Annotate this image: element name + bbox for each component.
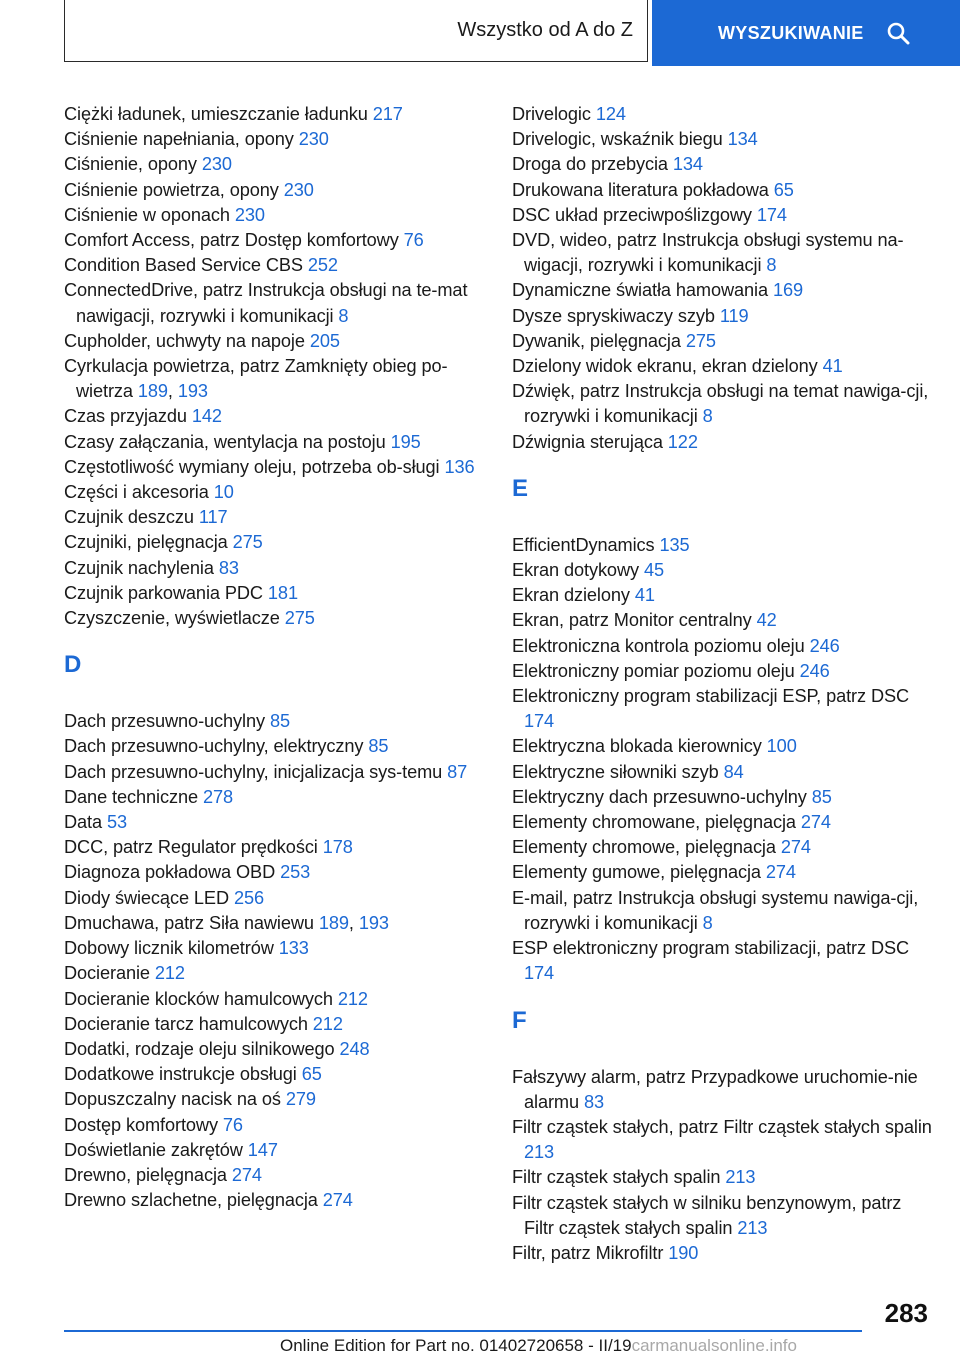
page-reference-link[interactable]: 100 xyxy=(766,736,797,757)
index-entry-text: ESP elektroniczny program stabilizacji, patrz DSC xyxy=(512,938,910,959)
index-entry xyxy=(64,404,504,429)
index-entry xyxy=(512,354,932,379)
page-reference-link[interactable]: 274 xyxy=(322,1190,353,1211)
index-entry-text: Droga do przebycia xyxy=(512,154,673,175)
index-entry xyxy=(64,581,504,606)
index-entry-text: Czujnik parkowania PDC xyxy=(64,582,268,603)
index-entry-text: Ciśnienie powietrza, opony xyxy=(64,179,284,200)
index-entry xyxy=(512,304,932,329)
page-reference-link[interactable]: 248 xyxy=(339,1038,370,1059)
page-reference-link[interactable]: 169 xyxy=(772,280,803,301)
index-entry-text: Elektryczny dach przesuwno-uchylny xyxy=(512,786,812,807)
page-reference-link[interactable]: 45 xyxy=(643,560,664,581)
index-entry xyxy=(64,1163,504,1188)
index-entry-text: Ciśnienie napełniania, opony xyxy=(64,129,299,150)
index-entry xyxy=(512,835,932,860)
page-reference-link[interactable]: 133 xyxy=(278,938,309,959)
index-entry xyxy=(64,785,504,810)
index-entry-text: EfficientDynamics xyxy=(512,534,660,555)
page-reference-link[interactable]: 85 xyxy=(368,736,389,757)
page-reference-link[interactable]: 8 xyxy=(702,406,713,427)
page-reference-link[interactable]: 134 xyxy=(672,154,703,175)
page-reference-link[interactable]: 87 xyxy=(447,761,468,782)
index-entry-text: Docieranie xyxy=(64,963,155,984)
index-column-left xyxy=(64,102,504,1213)
index-entry-text: Condition Based Service CBS xyxy=(64,255,308,276)
index-entry-text: Dostęp komfortowy xyxy=(64,1114,223,1135)
index-entry xyxy=(512,760,932,785)
index-entry-text: Dopuszczalny nacisk na oś xyxy=(64,1089,286,1110)
index-entry xyxy=(512,810,932,835)
index-entry-text: Data xyxy=(64,812,107,833)
page-reference-link[interactable]: 193 xyxy=(177,381,208,402)
page-reference-link[interactable]: 275 xyxy=(284,608,315,629)
index-entry-text: Czas przyjazdu xyxy=(64,406,192,427)
index-entry-text: Czasy załączania, wentylacja na postoju xyxy=(64,431,391,452)
page-reference-link[interactable]: 147 xyxy=(247,1139,278,1160)
index-entry xyxy=(64,1037,504,1062)
index-entry xyxy=(512,886,932,936)
page-reference-link[interactable]: 230 xyxy=(298,129,329,150)
index-entry xyxy=(64,253,504,278)
index-entry xyxy=(512,430,932,455)
index-entry xyxy=(512,684,932,734)
page-reference-link[interactable]: 83 xyxy=(218,557,239,578)
index-entry xyxy=(512,379,932,429)
index-entry-text: Filtr cząstek stałych spalin xyxy=(512,1167,726,1188)
index-entry xyxy=(512,936,932,986)
page-reference-link[interactable]: 230 xyxy=(234,204,265,225)
index-entry-text: Częstotliwość wymiany oleju, potrzeba ob‐sługi xyxy=(64,456,445,477)
index-entry xyxy=(64,1012,504,1037)
index-entry-text: Elementy chromowe, pielęgnacja xyxy=(512,837,781,858)
index-entry-text: Diody świecące LED xyxy=(64,887,234,908)
page-reference-link[interactable]: 181 xyxy=(267,582,298,603)
index-entry-text: Drivelogic xyxy=(512,104,596,124)
page-reference-link[interactable]: 174 xyxy=(524,963,555,984)
index-entry xyxy=(64,152,504,177)
index-entry xyxy=(512,1115,932,1165)
index-entry-text: Drewno, pielęgnacja xyxy=(64,1164,232,1185)
page-reference-link[interactable]: 85 xyxy=(269,711,290,732)
page-reference-link[interactable]: 189 xyxy=(318,912,349,933)
index-entry-text: Dźwięk, patrz Instrukcja obsługi na temat nawiga‐cji, rozrywki i komunikacji xyxy=(512,381,929,427)
index-entry xyxy=(64,127,504,152)
index-entry xyxy=(64,911,504,936)
index-entry xyxy=(512,278,932,303)
index-entry-text: DVD, wideo, patrz Instrukcja obsługi systemu na‐wigacji, rozrywki i komunikacji xyxy=(512,230,904,276)
index-entry xyxy=(512,1065,932,1115)
index-entry-text: Czujnik deszczu xyxy=(64,507,199,528)
page-reference-link[interactable]: 76 xyxy=(222,1114,243,1135)
page-reference-link[interactable]: 212 xyxy=(154,963,185,984)
index-entry-text: Czyszczenie, wyświetlacze xyxy=(64,608,285,629)
index-entry-text: Dane techniczne xyxy=(64,786,203,807)
page-reference-link[interactable]: 134 xyxy=(727,129,758,150)
index-entry xyxy=(64,354,504,404)
index-entry xyxy=(64,860,504,885)
page-reference-link[interactable]: 213 xyxy=(524,1142,555,1163)
index-entry-text: Cupholder, uchwyty na napoje xyxy=(64,330,310,351)
index-entry-text: Elektroniczny pomiar poziomu oleju xyxy=(512,660,800,681)
index-entry xyxy=(64,936,504,961)
index-entry xyxy=(512,102,932,127)
index-entry-text: Czujniki, pielęgnacja xyxy=(64,532,233,553)
index-letter-heading: D xyxy=(64,651,82,679)
index-entry xyxy=(64,961,504,986)
page-reference-link[interactable]: 53 xyxy=(106,812,128,833)
index-entry-text: Elektroniczna kontrola poziomu oleju xyxy=(512,635,810,656)
page-reference-link[interactable]: 205 xyxy=(309,330,340,351)
footer-edition: Online Edition for Part no. 01402720658 - II/19 xyxy=(280,1336,632,1355)
index-entry xyxy=(64,1062,504,1087)
page-reference-link[interactable]: 117 xyxy=(198,507,228,528)
index-entry-text: Dysze spryskiwaczy szyb xyxy=(512,305,720,326)
page-reference-link[interactable]: 213 xyxy=(737,1217,768,1238)
index-entry xyxy=(64,178,504,203)
page-reference-link[interactable]: 10 xyxy=(213,482,234,503)
index-entry xyxy=(64,1188,504,1213)
index-entry xyxy=(64,480,504,505)
index-entry xyxy=(512,178,932,203)
index-entry xyxy=(512,228,932,278)
page-reference-link[interactable]: 42 xyxy=(756,610,777,631)
index-entry-text: Ekran dzielony xyxy=(512,585,635,606)
page-reference-link[interactable]: 142 xyxy=(191,406,222,427)
index-letter-heading: E xyxy=(512,474,529,502)
index-entry xyxy=(64,102,504,127)
tab-a-to-z[interactable] xyxy=(64,0,648,62)
index-entry-text: Elektroniczny program stabilizacji ESP, patrz DSC xyxy=(512,686,910,707)
index-column-right xyxy=(512,102,932,1266)
index-entry-text: E-mail, patrz Instrukcja obsługi systemu nawiga‐cji, rozrywki i komunikacji xyxy=(512,887,919,933)
footer-brand-watermark: carmanualsonline.info xyxy=(631,1336,797,1355)
index-entry xyxy=(512,659,932,684)
index-entry xyxy=(64,278,504,328)
index-entry xyxy=(64,505,504,530)
index-entry xyxy=(512,860,932,885)
index-entry xyxy=(64,734,504,759)
page-reference-link[interactable]: 274 xyxy=(780,837,811,858)
index-entry-text: Fałszywy alarm, patrz Przypadkowe uruchomie‐nie alarmu xyxy=(512,1066,918,1112)
footer-divider xyxy=(64,1330,862,1332)
index-entry-text: Drewno szlachetne, pielęgnacja xyxy=(64,1190,323,1211)
index-entry-text: Dźwignia sterująca xyxy=(512,431,668,452)
page-reference-link[interactable]: 189 xyxy=(137,381,168,402)
index-entry xyxy=(64,886,504,911)
index-entry xyxy=(64,455,504,480)
page-reference-link[interactable]: 41 xyxy=(822,356,843,377)
page-reference-link[interactable]: 174 xyxy=(524,711,555,732)
index-entry xyxy=(512,203,932,228)
index-entry-text: Docieranie klocków hamulcowych xyxy=(64,988,338,1009)
page-reference-link[interactable]: 212 xyxy=(312,1013,343,1034)
index-entry xyxy=(64,810,504,835)
index-entry-text: Dodatki, rodzaje oleju silnikowego xyxy=(64,1038,340,1059)
page-reference-link[interactable]: 8 xyxy=(338,305,349,326)
index-entry-text: Dach przesuwno-uchylny xyxy=(64,711,270,732)
index-entry-text: Comfort Access, patrz Dostęp komfortowy xyxy=(64,230,404,251)
index-entry-text: Doświetlanie zakrętów xyxy=(64,1139,248,1160)
page-reference-link[interactable]: 119 xyxy=(719,305,749,326)
index-entry-text: DSC układ przeciwpoślizgowy xyxy=(512,204,757,225)
page-reference-link[interactable]: 217 xyxy=(372,104,403,124)
page-reference-link[interactable]: 174 xyxy=(756,204,787,225)
index-entry xyxy=(64,203,504,228)
index-entry xyxy=(64,1113,504,1138)
tab-a-to-z-label: Wszystko od A do Z xyxy=(457,19,633,41)
index-entry-text: Ekran dotykowy xyxy=(512,560,644,581)
index-entry xyxy=(64,1087,504,1112)
page-reference-link[interactable]: 278 xyxy=(202,786,233,807)
index-entry-text: Dach przesuwno-uchylny, elektryczny xyxy=(64,736,369,757)
index-entry-text: Dzielony widok ekranu, ekran dzielony xyxy=(512,356,823,377)
page-reference-link[interactable]: 76 xyxy=(403,230,424,251)
index-entry-text: Filtr, patrz Mikrofiltr xyxy=(512,1242,669,1263)
search-icon xyxy=(886,21,910,45)
page-header xyxy=(0,0,960,66)
page-reference-link[interactable]: 246 xyxy=(799,660,830,681)
index-entry xyxy=(512,329,932,354)
page-reference-link[interactable]: 124 xyxy=(595,104,626,124)
page-reference-link[interactable]: 122 xyxy=(667,431,698,452)
index-entry xyxy=(512,785,932,810)
index-entry-text: Ciśnienie w oponach xyxy=(64,204,235,225)
index-entry-text: Filtr cząstek stałych, patrz Filtr cząstek stałych spalin xyxy=(512,1116,932,1137)
search-button[interactable] xyxy=(652,0,960,66)
index-entry-text: Drukowana literatura pokładowa xyxy=(512,179,774,200)
index-entry xyxy=(64,556,504,581)
page-reference-link[interactable]: 190 xyxy=(668,1242,699,1263)
index-entry xyxy=(512,1165,932,1190)
index-entry-text: Filtr cząstek stałych w silniku benzynowym, patrz Filtr cząstek stałych spalin xyxy=(512,1192,902,1238)
index-entry-text: DCC, patrz Regulator prędkości xyxy=(64,837,323,858)
index-entry xyxy=(64,228,504,253)
index-entry xyxy=(512,1191,932,1241)
page-reference-link[interactable]: 195 xyxy=(390,431,421,452)
index-entry-text: Dywanik, pielęgnacja xyxy=(512,330,686,351)
index-entry xyxy=(64,1138,504,1163)
index-entry-text: Drivelogic, wskaźnik biegu xyxy=(512,129,728,150)
index-entry xyxy=(512,734,932,759)
page-reference-link[interactable]: 41 xyxy=(634,585,655,606)
index-entry xyxy=(64,987,504,1012)
index-entry xyxy=(512,152,932,177)
index-entry xyxy=(512,608,932,633)
index-entry xyxy=(64,835,504,860)
index-entry xyxy=(64,430,504,455)
page-reference-link[interactable]: 193 xyxy=(358,912,389,933)
page-reference-link[interactable]: 8 xyxy=(702,912,713,933)
index-entry xyxy=(512,558,932,583)
index-entry xyxy=(64,760,504,785)
index-entry-text: Dmuchawa, patrz Siła nawiewu xyxy=(64,912,319,933)
index-entry-text: Czujnik nachylenia xyxy=(64,557,219,578)
index-entry xyxy=(512,1241,932,1266)
page-reference-link[interactable]: 84 xyxy=(723,761,744,782)
page-reference-link[interactable]: 230 xyxy=(283,179,314,200)
page-reference-link[interactable]: 213 xyxy=(725,1167,756,1188)
index-entry xyxy=(512,634,932,659)
index-entry-text: Dynamiczne światła hamowania xyxy=(512,280,773,301)
index-entry-text: Elektryczna blokada kierownicy xyxy=(512,736,767,757)
page-reference-link[interactable]: 65 xyxy=(301,1064,322,1085)
page-reference-link[interactable]: 8 xyxy=(766,255,777,276)
index-entry-text: Elementy chromowane, pielęgnacja xyxy=(512,812,801,833)
page-reference-link[interactable]: 85 xyxy=(811,786,832,807)
page-reference-link[interactable]: 83 xyxy=(583,1091,604,1112)
ref-separator: , xyxy=(348,912,359,933)
ref-separator: , xyxy=(167,381,178,402)
search-button-label: WYSZUKIWANIE xyxy=(718,22,864,43)
page-reference-link[interactable]: 274 xyxy=(765,862,796,883)
page-reference-link[interactable]: 253 xyxy=(280,862,311,883)
page-reference-link[interactable]: 178 xyxy=(322,837,353,858)
index-entry-text: Części i akcesoria xyxy=(64,482,214,503)
page-reference-link[interactable]: 256 xyxy=(233,887,264,908)
index-entry xyxy=(512,533,932,558)
page-reference-link[interactable]: 275 xyxy=(685,330,716,351)
index-entry-text: Dodatkowe instrukcje obsługi xyxy=(64,1064,302,1085)
index-entry-text: ConnectedDrive, patrz Instrukcja obsługi na te‐mat nawigacji, rozrywki i komunikacji xyxy=(64,280,468,326)
index-entry-text: Ciężki ładunek, umieszczanie ładunku xyxy=(64,104,373,124)
page-reference-link[interactable]: 252 xyxy=(307,255,338,276)
index-entry-text: Docieranie tarcz hamulcowych xyxy=(64,1013,313,1034)
page-reference-link[interactable]: 135 xyxy=(659,534,690,555)
index-entry-text: Dobowy licznik kilometrów xyxy=(64,938,279,959)
page-number: 283 xyxy=(884,1298,928,1328)
page-reference-link[interactable]: 246 xyxy=(809,635,840,656)
page-reference-link[interactable]: 275 xyxy=(232,532,263,553)
page-reference-link[interactable]: 136 xyxy=(444,456,475,477)
index-letter-heading: F xyxy=(512,1006,527,1034)
index-entry xyxy=(64,709,504,734)
index-entry-text: Dach przesuwno-uchylny, inicjalizacja sys‐temu xyxy=(64,761,448,782)
index-entry xyxy=(64,329,504,354)
index-entry-text: Ekran, patrz Monitor centralny xyxy=(512,610,757,631)
index-entry xyxy=(512,127,932,152)
index-entry xyxy=(64,530,504,555)
index-entry-text: Elektryczne siłowniki szyb xyxy=(512,761,724,782)
page-reference-link[interactable]: 65 xyxy=(773,179,794,200)
index-entry xyxy=(64,606,504,631)
index-entry-text: Diagnoza pokładowa OBD xyxy=(64,862,281,883)
index-entry-text: Elementy gumowe, pielęgnacja xyxy=(512,862,766,883)
page-reference-link[interactable]: 274 xyxy=(800,812,831,833)
page-reference-link[interactable]: 230 xyxy=(201,154,232,175)
index-entry-text: Ciśnienie, opony xyxy=(64,154,202,175)
index-entry xyxy=(512,583,932,608)
page-reference-link[interactable]: 279 xyxy=(285,1089,316,1110)
page-reference-link[interactable]: 274 xyxy=(231,1164,262,1185)
page-reference-link[interactable]: 212 xyxy=(337,988,368,1009)
index-entry-text: Cyrkulacja powietrza, patrz Zamknięty obieg po‐wietrza xyxy=(64,356,448,402)
